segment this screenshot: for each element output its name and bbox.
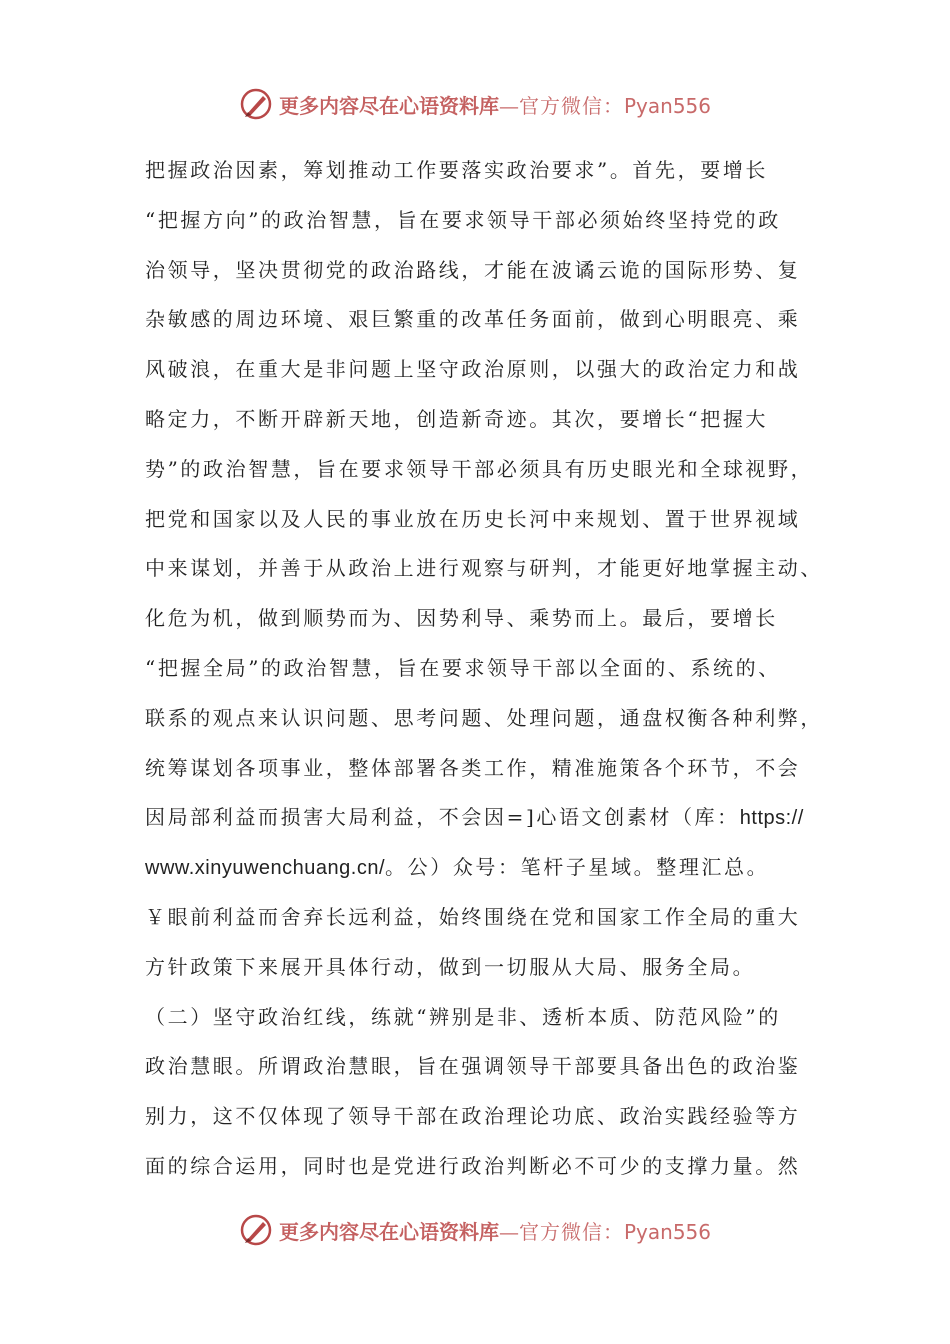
- text-line: “把握方向”的政治智慧，旨在要求领导干部必须始终坚持党的政: [145, 207, 781, 232]
- header-wechat-id: Pyan556: [623, 93, 711, 118]
- text-line: 联系的观点来认识问题、思考问题、处理问题，通盘权衡各种利弊，: [145, 705, 823, 730]
- footer-banner: [0, 1210, 950, 1250]
- text-line: 政治慧眼。所谓政治慧眼，旨在强调领导干部要具备出色的政治鉴: [145, 1054, 801, 1079]
- pen-logo-icon: [239, 1213, 273, 1247]
- text-line: 统筹谋划各项事业，整体部署各类工作，精准施策各个环节，不会: [145, 755, 801, 780]
- text-line: 略定力，不断开辟新天地，创造新奇迹。其次，要增长“把握大: [145, 406, 769, 431]
- url-link-part1[interactable]: https://: [739, 807, 804, 830]
- header-banner: [0, 84, 950, 124]
- header-site-name: 更多内容尽在心语资料库: [278, 93, 499, 118]
- header-dash: —: [498, 93, 519, 118]
- footer-wechat-label: 官方微信：: [518, 1219, 624, 1244]
- text-line: 方针政策下来展开具体行动，做到一切服从大局、服务全局。: [145, 954, 756, 979]
- footer-site-name: 更多内容尽在心语资料库: [278, 1219, 499, 1244]
- text-segment: 。公）众号：笔杆子星域。整理汇总。: [385, 855, 770, 880]
- text-line: 中来谋划，并善于从政治上进行观察与研判，才能更好地掌握主动、: [145, 556, 823, 581]
- text-line-with-url: [145, 795, 825, 845]
- text-line: 风破浪，在重大是非问题上坚守政治原则，以强大的政治定力和战: [145, 357, 801, 382]
- text-line-with-url: [145, 845, 825, 895]
- text-line: 治领导，坚决贯彻党的政治路线，才能在波谲云诡的国际形势、复: [145, 257, 801, 282]
- pen-logo-icon: [239, 87, 273, 121]
- text-line: 势”的政治智慧，旨在要求领导干部必须具有历史眼光和全球视野，: [145, 456, 814, 481]
- text-line: 化危为机，做到顺势而为、因势利导、乘势而上。最后，要增长: [145, 606, 778, 631]
- footer-wechat-id: Pyan556: [623, 1219, 711, 1244]
- url-link-part2[interactable]: www.xinyuwenchuang.cn/: [145, 857, 386, 880]
- text-line: “把握全局”的政治智慧，旨在要求领导干部以全面的、系统的、: [145, 655, 781, 680]
- header-wechat-label: 官方微信：: [518, 93, 624, 118]
- text-line: 别力，这不仅体现了领导干部在政治理论功底、政治实践经验等方: [145, 1104, 801, 1129]
- body-text: [145, 148, 825, 1194]
- text-line: 杂敏感的周边环境、艰巨繁重的改革任务面前，做到心明眼亮、乘: [145, 307, 801, 332]
- text-line: 把党和国家以及人民的事业放在历史长河中来规划、置于世界视域: [145, 506, 801, 531]
- text-segment: 因局部利益而损害大局利益，不会因=]心语文创素材（库：: [145, 805, 740, 830]
- text-line: （二）坚守政治红线，练就“辨别是非、透析本质、防范风险”的: [145, 1004, 781, 1029]
- footer-dash: —: [498, 1219, 519, 1244]
- text-line: 面的综合运用，同时也是党进行政治判断必不可少的支撑力量。然: [145, 1153, 801, 1178]
- text-line: ￥眼前利益而舍弃长远利益，始终围绕在党和国家工作全局的重大: [145, 904, 801, 929]
- text-line: 把握政治因素，筹划推动工作要落实政治要求”。首先，要增长: [145, 158, 769, 182]
